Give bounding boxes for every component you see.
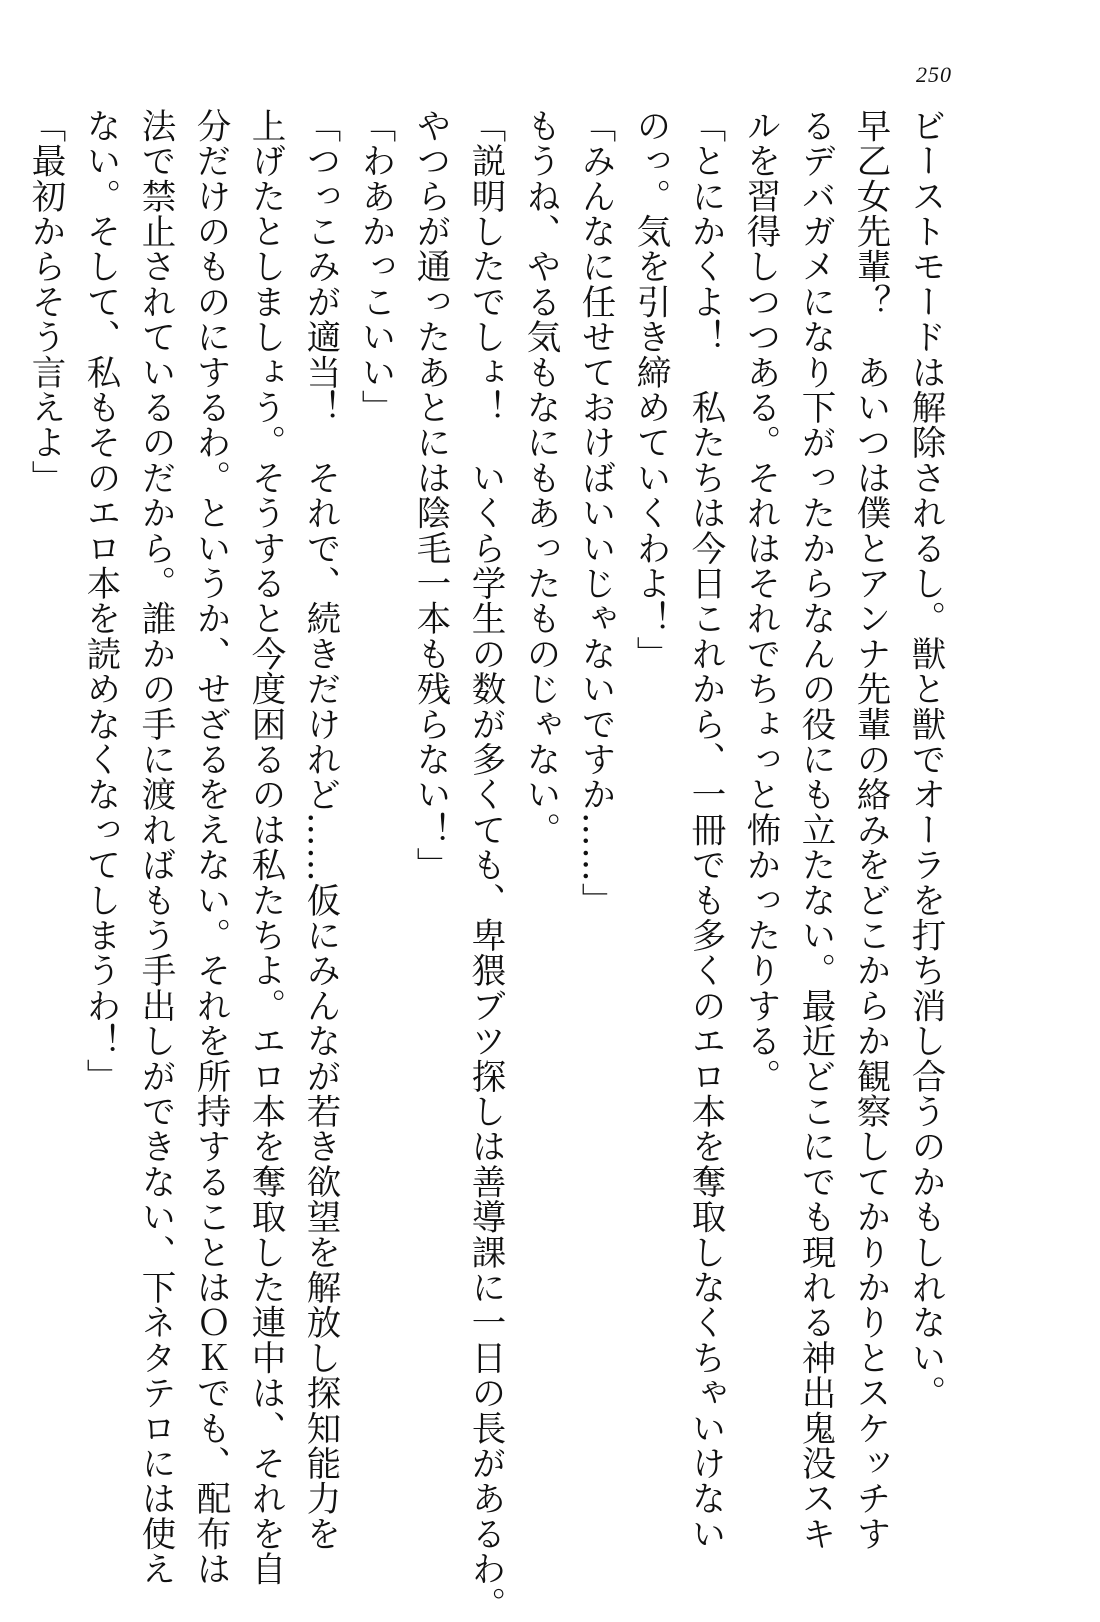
text-line: 「最初からそう言えよ」 xyxy=(25,108,65,496)
text-line: ない。そして、私もそのエロ本を読めなくなってしまうわ！」 xyxy=(80,108,120,1094)
text-line: やつらが通ったあとには陰毛一本も残らない！」 xyxy=(410,108,450,883)
text-line: 「わあかっこいい」 xyxy=(355,108,395,425)
novel-text-block xyxy=(17,108,952,1622)
text-line: 上げたとしましょう。そうすると今度困るのは私たちよ。エロ本を奪取した連中は、それを自 xyxy=(245,108,285,1587)
text-line: 「説明したでしょ！ いくら学生の数が多くても、卑猥ブツ探しは善導課に一日の長があるわ。 xyxy=(465,108,505,1622)
text-line: 分だけのものにするわ。というか、せざるをえない。それを所持することはＯＫでも、配布は xyxy=(190,108,230,1587)
text-line: のっ。気を引き締めていくわよ！」 xyxy=(630,108,670,672)
text-line: ルを習得しつつある。それはそれでちょっと怖かったりする。 xyxy=(740,108,780,1094)
text-line: 「つっこみが適当！ それで、続きだけれど……仮にみんなが若き欲望を解放し探知能力を xyxy=(300,108,340,1552)
text-line: 「とにかくよ！ 私たちは今日これから、一冊でも多くのエロ本を奪取しなくちゃいけない xyxy=(685,108,725,1552)
text-line: 法で禁止されているのだから。誰かの手に渡ればもう手出しができない、下ネタテロには使え xyxy=(135,108,175,1587)
text-line: ビーストモードは解除されるし。獣と獣でオーラを打ち消し合うのかもしれない。 xyxy=(905,108,945,1411)
text-line: 「みんなに任せておけばいいじゃないですか……」 xyxy=(575,108,615,918)
text-line: 早乙女先輩？ あいつは僕とアンナ先輩の絡みをどこからか観察してかりかりとスケッチす xyxy=(850,108,890,1552)
text-line: るデバガメになり下がったからなんの役にも立たない。最近どこにでも現れる神出鬼没スキ xyxy=(795,108,835,1552)
text-line: もうね、やる気もなにもあったものじゃない。 xyxy=(520,108,560,848)
page-number: 250 xyxy=(916,62,952,87)
